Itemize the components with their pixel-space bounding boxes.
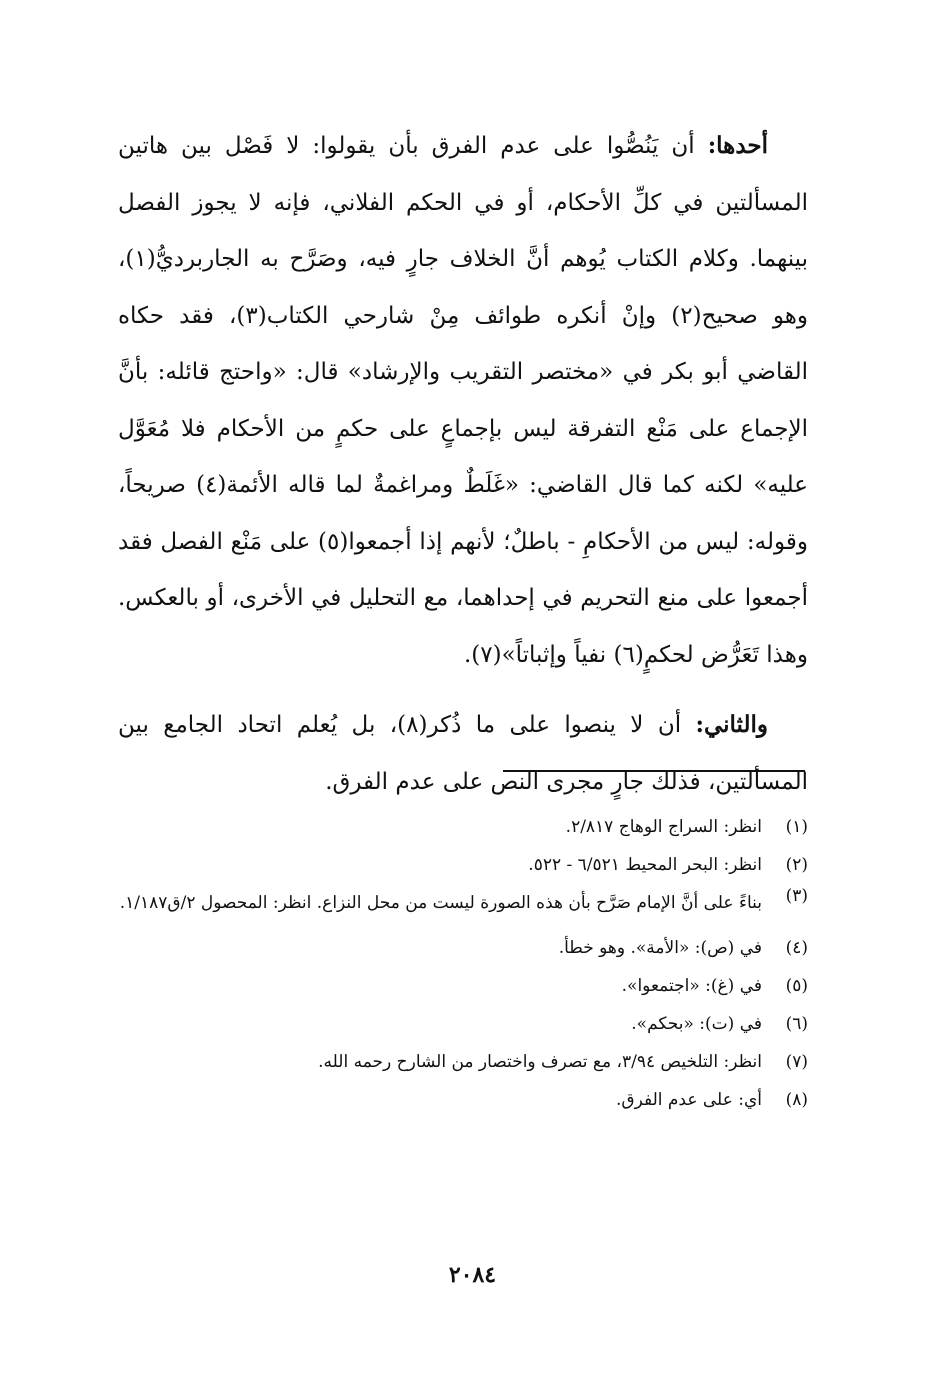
footnote-text: أي: على عدم الفرق. [616, 1090, 762, 1110]
paragraph-second [118, 697, 808, 810]
footnote-text: في (ص): «الأمة». وهو خطأ. [558, 938, 762, 958]
footnote-number: (٢) [785, 855, 808, 875]
footnote-number: (١) [785, 817, 808, 837]
footnote-number: (٨) [785, 1090, 808, 1110]
paragraph-first [118, 118, 808, 683]
paragraph-lead: أحدها: [707, 132, 768, 159]
footnote-number: (٥) [785, 976, 808, 996]
footnote-item [118, 1051, 808, 1073]
paragraph-body: أن يَنُصُّوا على عدم الفرق بأن يقولوا: لا فَصْل بين هاتين المسألتين في كلِّ الأحكام، أو في الحكم الفلاني، فإنه لا يجوز الفصل بينهما. وكلام الكتاب يُوهم أنَّ الخلاف جارٍ فيه، وصَرَّح به الجاربرديُّ(١)، وهو صحيح(٢) وإنْ أنكره طوائف مِنْ شارحي الكتاب(٣)، فقد حكاه القاضي أبو بكر في «مختصر التقريب والإرشاد» قال: «واحتج قائله: بأنَّ الإجماع على مَنْع التفرقة ليس بإجماعٍ على حكمٍ من الأحكام فلا مُعَوَّل عليه» لكنه كما قال القاضي: «غَلَطٌ ومراغمةٌ لما قاله الأئمة(٤) صريحاً، وقوله: ليس من الأحكامِ - باطلٌ؛ لأنهم إذا أجمعوا(٥) على مَنْع الفصل فقد أجمعوا على منع التحريم في إحداهما، مع التحليل في الأخرى، أو بالعكس. وهذا تَعَرُّض لحكمٍ(٦) نفياً وإثباتاً»(٧). [118, 133, 809, 668]
footnote-number: (٤) [785, 938, 808, 958]
footnote-text: بناءً على أنَّ الإمام صَرَّح بأن هذه الصورة ليست من محل النزاع. انظر: المحصول ٢/ق١/١٨٧. [119, 893, 762, 913]
footnote-item [118, 1013, 808, 1035]
footnote-number: (٦) [785, 1014, 808, 1034]
footnote-text: في (ت): «بحكم». [631, 1014, 762, 1034]
footnote-item [118, 1089, 808, 1111]
footnote-number: (٣) [785, 886, 808, 906]
footnote-text: انظر: السراج الوهاج ٢/٨١٧. [565, 817, 762, 837]
footnote-text: انظر: التلخيص ٣/٩٤، مع تصرف واختصار من الشارح رحمه الله. [318, 1052, 762, 1072]
footnote-item [118, 854, 808, 876]
footnote-text: انظر: البحر المحيط ٦/٥٢١ - ٥٢٢. [528, 855, 762, 875]
footnote-text: في (غ): «اجتمعوا». [621, 976, 762, 996]
main-text [118, 118, 808, 824]
paragraph-lead: والثاني: [695, 711, 768, 738]
footnote-item [118, 885, 808, 921]
footnote-item [118, 937, 808, 959]
footnote-item [118, 816, 808, 838]
footnote-number: (٧) [785, 1052, 808, 1072]
footnote-separator [503, 770, 805, 772]
page-number: ٢٠٨٤ [448, 1262, 497, 1288]
footnotes [118, 816, 808, 1127]
paragraph-body: أن لا ينصوا على ما ذُكر(٨)، بل يُعلم اتحاد الجامع بين المسألتين، فذلك جارٍ مجرى النص على عدم الفرق. [118, 712, 808, 795]
footnote-item [118, 975, 808, 997]
